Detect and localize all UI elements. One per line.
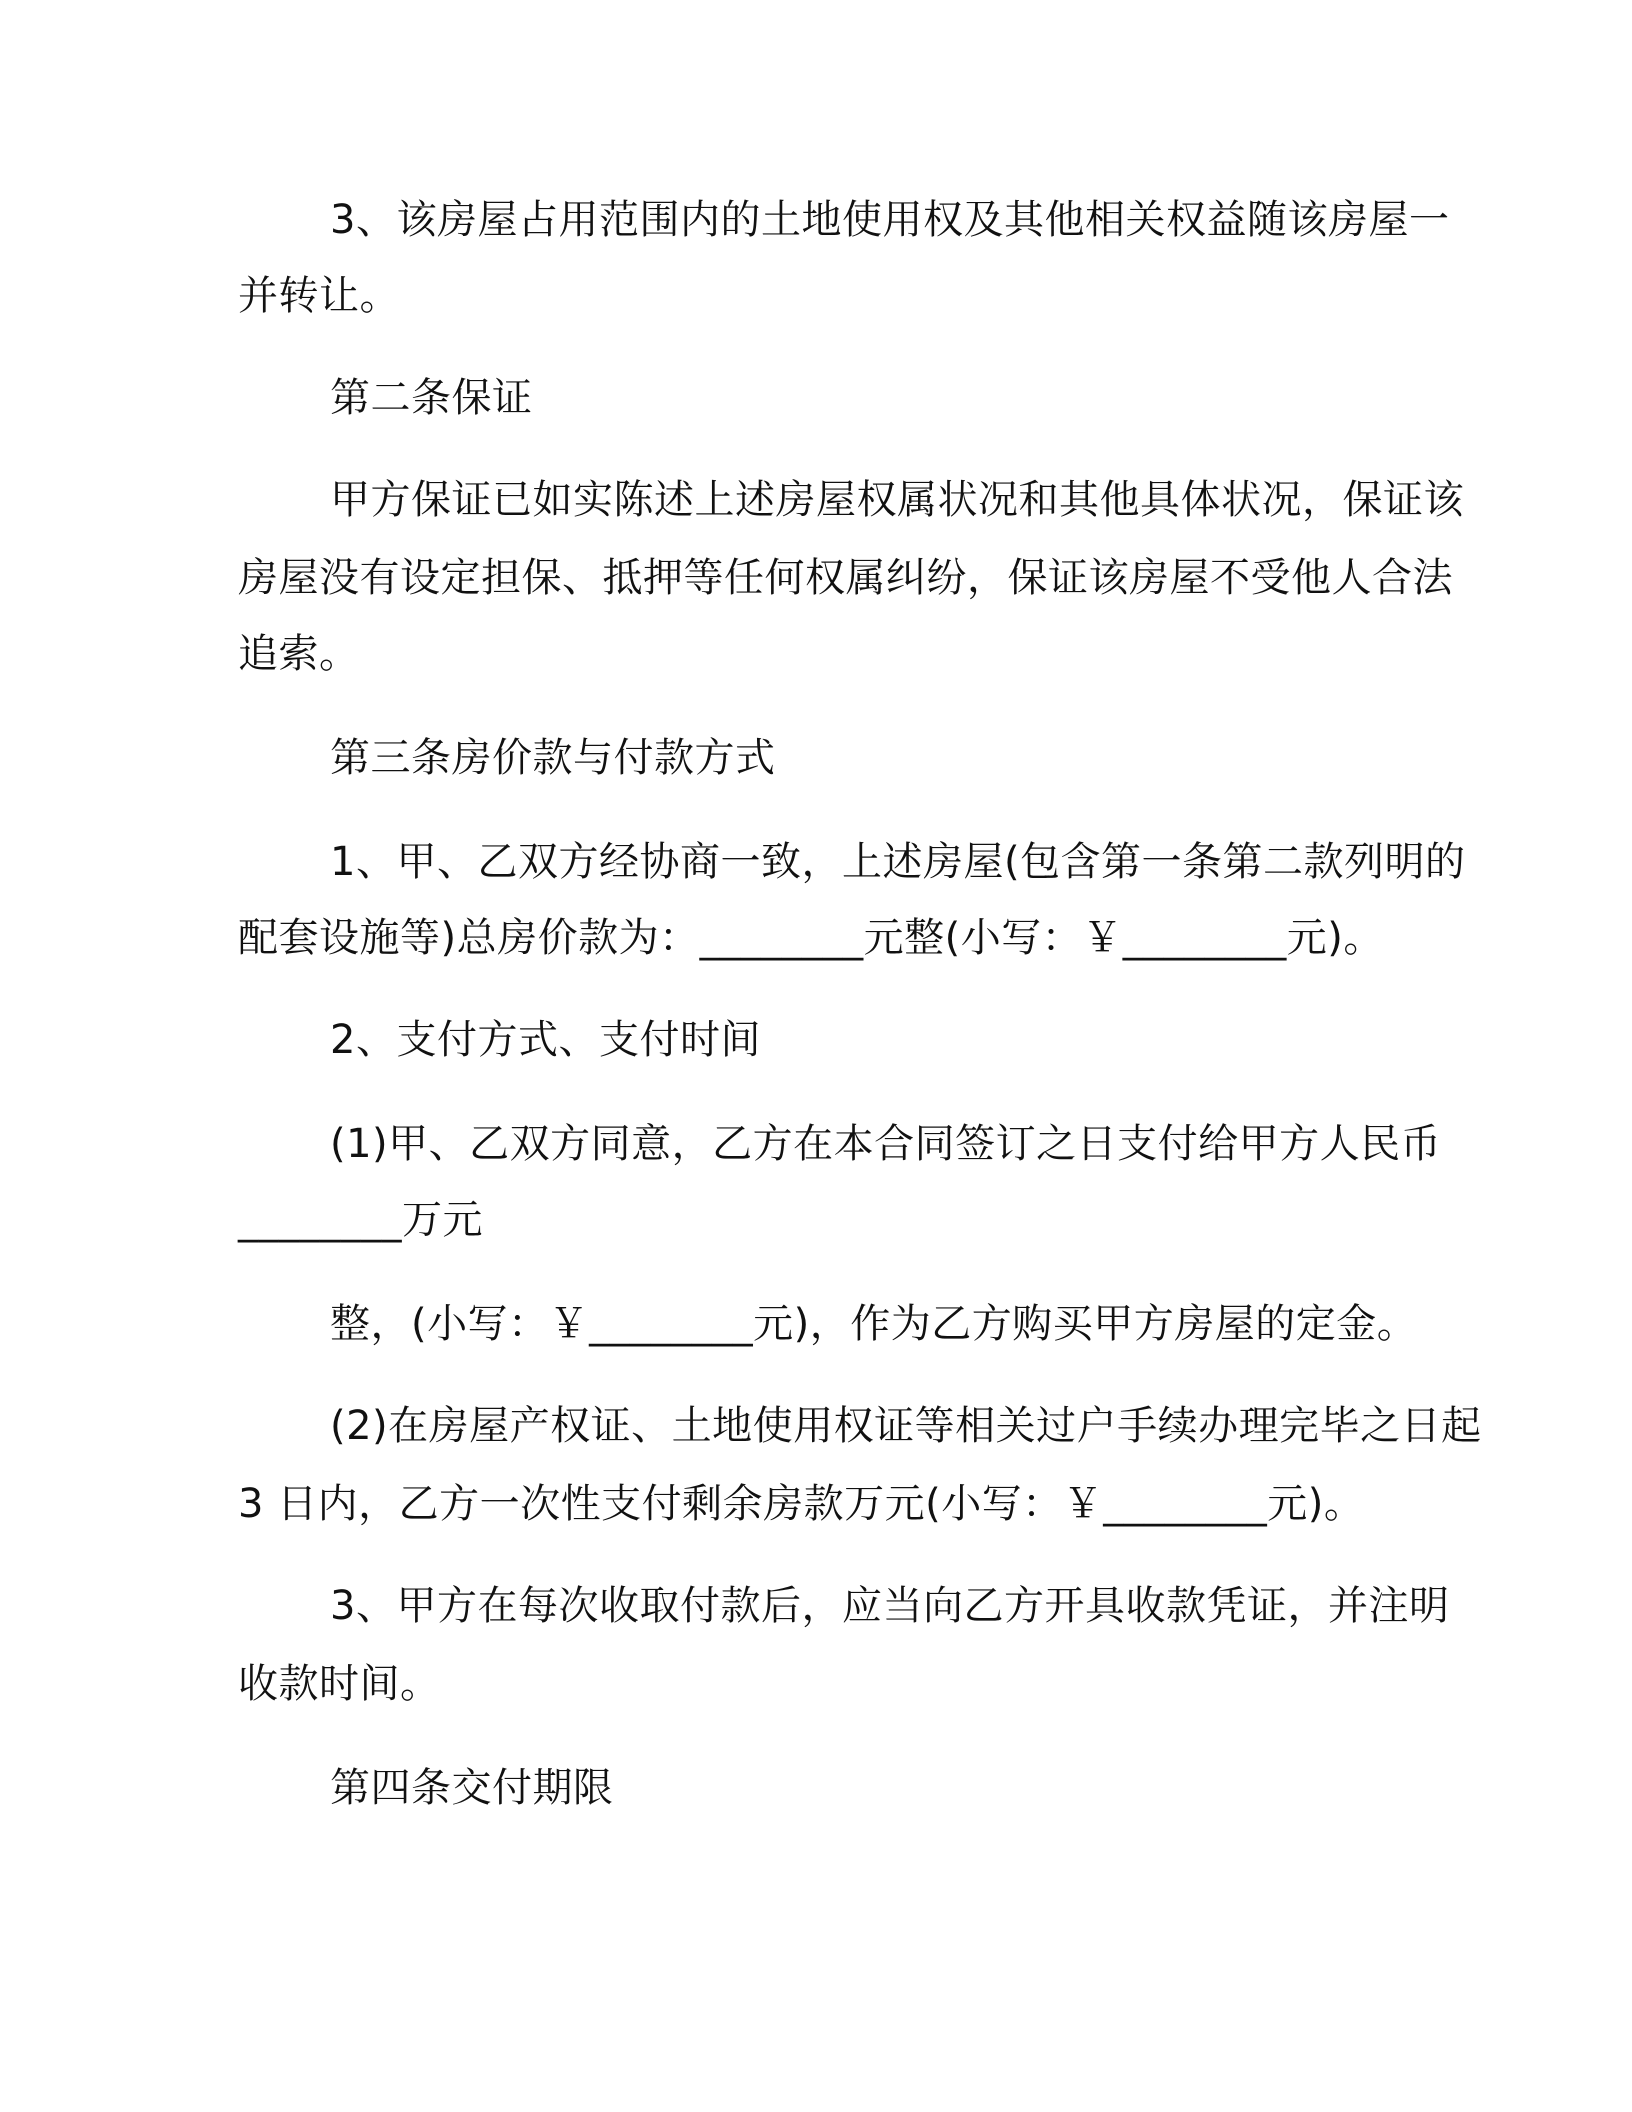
clause-3-2-heading: 2、支付方式、支付时间 xyxy=(330,1017,761,1063)
clause-3-2-1-line-2: ________万元 xyxy=(238,1197,483,1243)
clause-3-3-line-1: 3、甲方在每次收取付款后，应当向乙方开具收款凭证，并注明 xyxy=(330,1583,1450,1629)
clause-3-3-line-2: 收款时间。 xyxy=(238,1661,441,1707)
article-2-heading: 第二条保证 xyxy=(330,375,533,421)
article-2-text-line-2: 房屋没有设定担保、抵押等任何权属纠纷，保证该房屋不受他人合法 xyxy=(238,555,1453,601)
article-3-heading: 第三条房价款与付款方式 xyxy=(330,735,776,781)
article-4-heading: 第四条交付期限 xyxy=(330,1765,614,1811)
clause-3-2-1-line-1: (1)甲、乙双方同意，乙方在本合同签订之日支付给甲方人民币 xyxy=(330,1121,1442,1167)
article-2-text-line-3: 追索。 xyxy=(238,631,360,677)
clause-1-3-line-1: 3、该房屋占用范围内的土地使用权及其他相关权益随该房屋一 xyxy=(330,197,1450,243)
clause-1-3-line-2: 并转让。 xyxy=(238,273,400,319)
clause-3-1-line-2: 配套设施等)总房价款为：________元整(小写：￥________元)。 xyxy=(238,915,1384,961)
clause-3-2-2-line-2: 3 日内，乙方一次性支付剩余房款万元(小写：￥________元)。 xyxy=(238,1481,1365,1527)
clause-3-2-1-line-3: 整，(小写：￥________元)，作为乙方购买甲方房屋的定金。 xyxy=(330,1301,1418,1347)
clause-3-2-2-line-1: (2)在房屋产权证、土地使用权证等相关过户手续办理完毕之日起 xyxy=(330,1403,1482,1449)
clause-3-1-line-1: 1、甲、乙双方经协商一致，上述房屋(包含第一条第二款列明的 xyxy=(330,839,1466,885)
article-2-text-line-1: 甲方保证已如实陈述上述房屋权属状况和其他具体状况，保证该 xyxy=(330,477,1464,523)
